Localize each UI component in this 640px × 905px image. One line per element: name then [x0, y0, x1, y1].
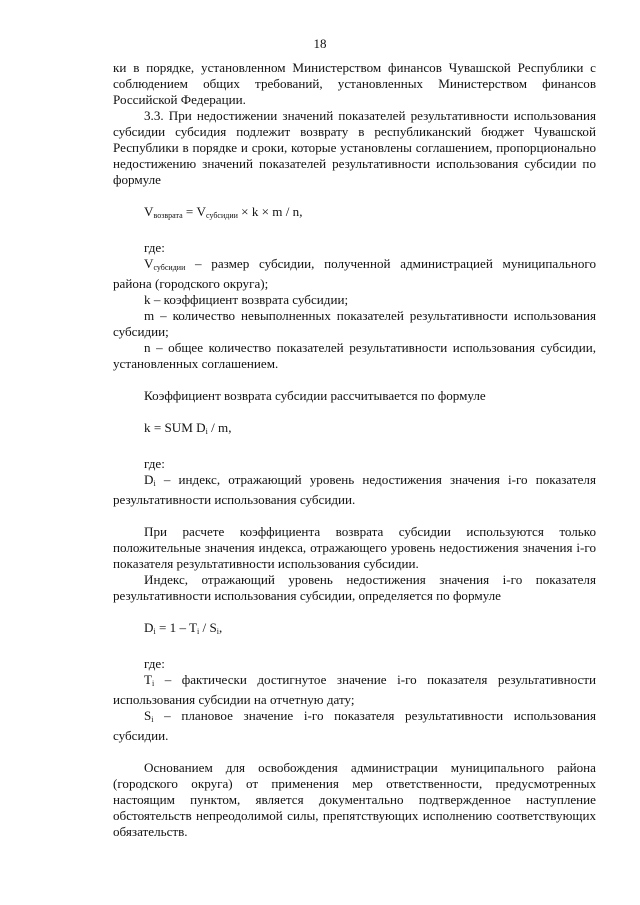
formula-return-rest: × k × m / n, — [237, 204, 303, 219]
formula-return — [113, 204, 596, 224]
formula-return-eq: = V — [182, 204, 207, 219]
spacer — [113, 440, 596, 456]
definition-d-sub: i — [153, 479, 156, 488]
spacer — [113, 508, 596, 524]
formula-coefficient-sub: i — [205, 427, 208, 436]
spacer — [113, 744, 596, 760]
definition-v-text: – размер субсидии, полученной администрацией муниципального района (городского округа); — [113, 256, 596, 291]
formula-index-sub2: i — [197, 627, 200, 636]
formula-index-slash: / S — [199, 620, 217, 635]
where-label-3: где: — [144, 656, 165, 671]
definition-m: m – количество невыполненных показателей результативности использования субсидии; — [113, 308, 596, 339]
spacer — [113, 188, 596, 204]
paragraph-final: Основанием для освобождения администрации муниципального района (городского округа) от применения мер ответственности, предусмотренных настоящим пунктом, является документально подтвержденное наступление обстоятельств непреодолимой силы, препятствующих исполнению соответствующих обязательств. — [113, 760, 596, 839]
formula-index-mid: = 1 – T — [155, 620, 198, 635]
formula-index-sub1: i — [153, 627, 156, 636]
definition-k: k – коэффициент возврата субсидии; — [144, 292, 349, 307]
page-number: 18 — [313, 36, 327, 51]
formula-index-sub3: i — [216, 627, 219, 636]
paragraph-3-3: 3.3. При недостижении значений показателей результативности использования субсидии субсидия подлежит возврату в республиканский бюджет Чувашской Республики в порядке и сроки, которые установлены соглашением, пропорционально недостижению значений показателей результативности использования субсидии по формуле — [113, 108, 596, 187]
definition-s-sub: i — [151, 715, 154, 724]
formula-return-sub1: возврата — [153, 211, 183, 220]
spacer — [113, 404, 596, 420]
spacer — [113, 372, 596, 388]
formula-index — [113, 620, 596, 640]
definition-d — [113, 472, 596, 508]
definition-s-symbol: S — [144, 708, 152, 723]
formula-index-end: , — [218, 620, 223, 635]
formula-return-v: V — [144, 204, 154, 219]
formula-coefficient-pre: k = SUM D — [144, 420, 206, 435]
paragraph-index: Индекс, отражающий уровень недостижения значения i-го показателя результативности использования субсидии, определяется по формуле — [113, 572, 596, 603]
definition-n: n – общее количество показателей результативности использования субсидии, установленных соглашением. — [113, 340, 596, 371]
definition-s-text: – плановое значение i-го показателя результативности использования субсидии. — [113, 708, 596, 743]
definition-t-symbol: T — [144, 672, 152, 687]
definition-v — [113, 256, 596, 292]
document-body — [113, 60, 596, 840]
definition-v-sub: субсидии — [153, 263, 186, 272]
where-label-2: где: — [144, 456, 165, 471]
paragraph-intro: ки в порядке, установленном Министерством финансов Чувашской Республики с соблюдением общих требований, установленных Министерством финансов Российской Федерации. — [113, 60, 596, 107]
definition-t-text: – фактически достигнутое значение i-го показателя результативности использования субсидии на отчетную дату; — [113, 672, 596, 707]
definition-s — [113, 708, 596, 744]
definition-d-symbol: D — [144, 472, 154, 487]
paragraph-coefficient: Коэффициент возврата субсидии рассчитывается по формуле — [144, 388, 486, 403]
spacer — [113, 640, 596, 656]
definition-t — [113, 672, 596, 708]
formula-coefficient-post: / m, — [207, 420, 232, 435]
formula-index-d: D — [144, 620, 154, 635]
definition-v-symbol: V — [144, 256, 154, 271]
definition-d-text: – индекс, отражающий уровень недостижения значения i-го показателя результативности использования субсидии. — [113, 472, 596, 507]
formula-coefficient — [113, 420, 596, 440]
spacer — [113, 224, 596, 240]
spacer — [113, 604, 596, 620]
definition-t-sub: i — [152, 679, 155, 688]
formula-return-sub2: субсидии — [206, 211, 238, 220]
where-label-1: где: — [144, 240, 165, 255]
paragraph-calculation: При расчете коэффициента возврата субсидии используются только положительные значения индекса, отражающего уровень недостижения значения i-го показателя результативности использования субсидии. — [113, 524, 596, 571]
